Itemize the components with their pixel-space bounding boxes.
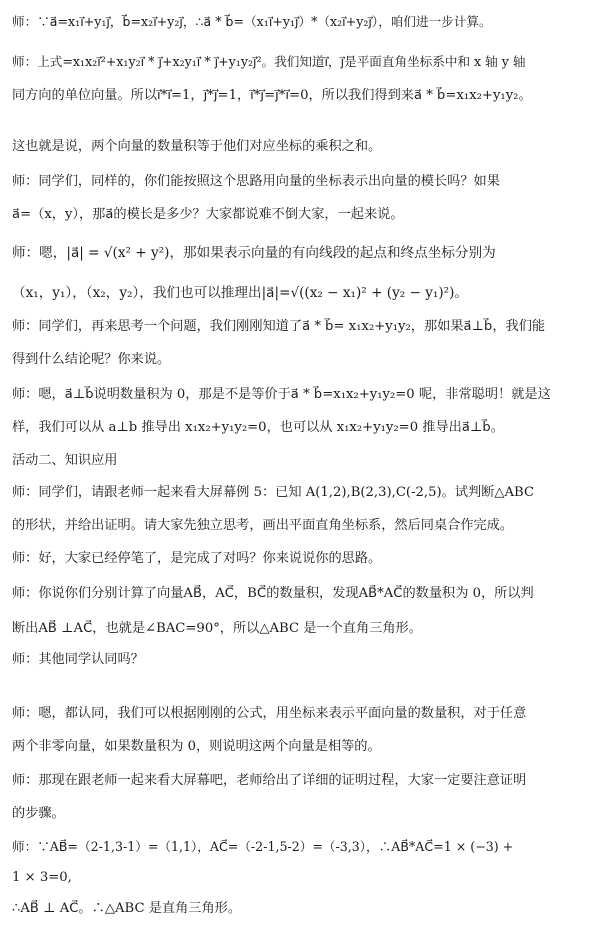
text-line: 师：好，大家已经停笔了，是完成了对吗？你来说说你的思路。 [12,551,382,566]
text-line: 这也就是说，两个向量的数量积等于他们对应坐标的乘积之和。 [12,139,382,154]
text-line: 师：嗯，a⃗⊥b⃗说明数量积为 0，那是不是等价于a⃗ * b⃗=x₁x₂+y₁y₂=0 呢，非常聪明！就是这 [12,387,551,402]
text-line: 样，我们可以从 a⊥b 推导出 x₁x₂+y₁y₂=0，也可以从 x₁x₂+y₁y₂=0 推导出a⃗⊥b⃗。 [12,420,504,435]
text-line: 师：∵AB⃗=（2-1,3-1）=（1,1），AC⃗=（-2-1,5-2）=（-3,3），∴AB⃗*AC⃗=1 × (−3) + [12,839,514,854]
text-line: 师：上式=x₁x₂i⃗²+x₁y₂i⃗ * j⃗+x₂y₁i⃗ * j⃗+y₁y₂j⃗²。我们知道i⃗，j⃗是平面直角坐标系中和 x 轴 y 轴 [12,54,526,69]
text-line: 1 × 3=0, [12,870,72,885]
text-line: 师：那现在跟老师一起来看大屏幕吧，老师给出了详细的证明过程，大家一定要注意证明 [12,773,527,788]
text-line: 师：嗯，|a⃗| = √(x² + y²)，那如果表示向量的有向线段的起点和终点坐标分别为 [12,245,496,261]
text-line: 师：嗯，都认同，我们可以根据刚刚的公式，用坐标来表示平面向量的数量积，对于任意 [12,706,527,721]
text-line: ∴AB⃗ ⊥ AC⃗。∴△ABC 是直角三角形。 [12,901,242,916]
text-line: 得到什么结论呢？你来说。 [12,352,171,367]
text-line: 两个非零向量，如果数量积为 0，则说明这两个向量是相等的。 [12,739,381,754]
text-line: 师：同学们，再来思考一个问题，我们刚刚知道了a⃗ * b⃗= x₁x₂+y₁y₂，那如果a⃗⊥b⃗，我们能 [12,319,546,334]
text-line: 师：∵a⃗=x₁i⃗+y₁j⃗，b⃗=x₂i⃗+y₂j⃗，∴a⃗ * b⃗=（x₁i⃗+y₁j⃗）*（x₂i⃗+y₂j⃗），咱们进一步计算。 [12,14,492,29]
text-line: 的形状，并给出证明。请大家先独立思考，画出平面直角坐标系，然后同桌合作完成。 [12,518,514,533]
text-line: a⃗=（x，y），那a⃗的模长是多少？大家都说难不倒大家，一起来说。 [12,207,404,222]
text-line: 断出AB⃗ ⊥AC⃗，也就是∠BAC=90°，所以△ABC 是一个直角三角形。 [12,621,422,636]
text-line: 师：同学们，同样的，你们能按照这个思路用向量的坐标表示出向量的模长吗？如果 [12,174,500,189]
text-line: 的步骤。 [12,806,65,821]
text-line: 师：同学们，请跟老师一起来看大屏幕例 5：已知 A(1,2),B(2,3),C(-2,5)。试判断△ABC [12,485,535,500]
text-line: （x₁，y₁），（x₂，y₂），我们也可以推理出|a⃗|=√((x₂ − x₁)² + (y₂ − y₁)²)。 [12,285,469,301]
text-line: 师：其他同学认同吗？ [12,652,144,667]
text-line: 师：你说你们分别计算了向量AB⃗，AC⃗，BC⃗的数量积，发现AB⃗*AC⃗的数量积为 0，所以判 [12,586,534,601]
section-heading: 活动二、知识应用 [12,453,118,468]
text-line: 同方向的单位向量。所以i⃗*i⃗=1，j⃗*j⃗=1，i⃗*j⃗=j⃗*i⃗=0，所以我们得到来a⃗ * b⃗=x₁x₂+y₁y₂。 [12,88,532,103]
